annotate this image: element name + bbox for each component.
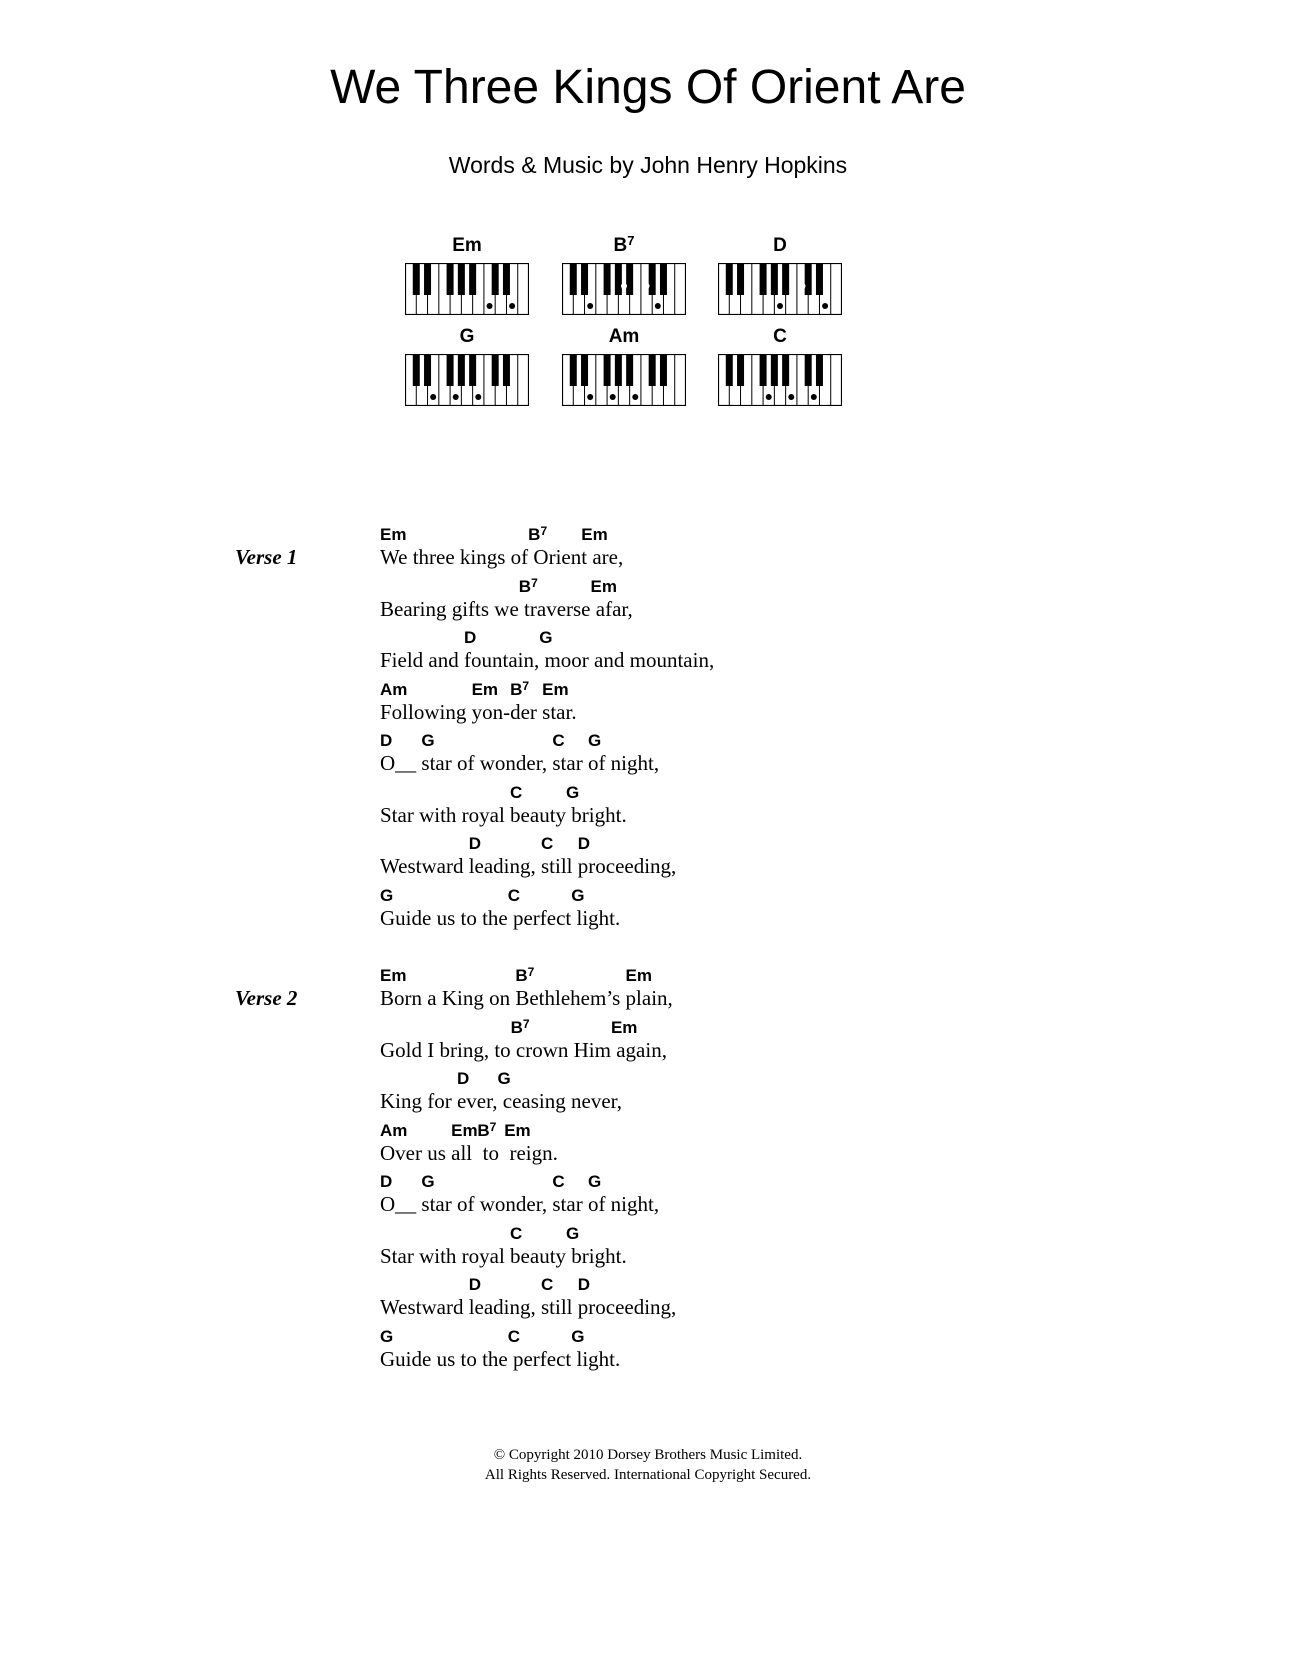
key-dot [487, 303, 493, 309]
chord-root: C [541, 834, 554, 853]
chord-root: B [515, 966, 528, 985]
key-dot [587, 394, 593, 400]
lyric-line: Born a King on Bethlehem’s plain, [380, 986, 673, 1010]
chord-symbol [477, 1121, 496, 1141]
chord-root: D [577, 1275, 591, 1294]
chord-symbol [541, 834, 553, 854]
key-dot [644, 283, 650, 289]
chord-symbol [542, 680, 568, 700]
song-title: We Three Kings Of Orient Are [330, 61, 966, 114]
verse-label: Verse 2 [235, 986, 298, 1010]
lyric-line: Gold I bring, to crown Him again, [380, 1037, 667, 1062]
chord-root: G [421, 1172, 435, 1191]
key-dot [800, 283, 806, 289]
lyric-line: Westward leading, still proceeding, [380, 854, 677, 878]
chord-root: Em [590, 576, 617, 596]
key-dot [453, 394, 459, 400]
chord-symbol [611, 1018, 637, 1038]
chord-root: D [468, 1275, 481, 1294]
chord-root: B [477, 1120, 490, 1140]
chord-root: C [773, 326, 787, 347]
chord-root: B [518, 576, 532, 596]
lyric-line: King for ever, ceasing never, [380, 1089, 623, 1113]
chord-symbol [519, 577, 538, 597]
chord-diagram-name [718, 235, 842, 257]
chord-root: G [587, 1172, 602, 1191]
chord-root: G [571, 1326, 585, 1346]
chord-symbol [510, 1224, 522, 1244]
key-dot [766, 394, 772, 400]
chord-root: G [459, 326, 475, 347]
chord-symbol [504, 1121, 530, 1141]
key-dot [777, 303, 783, 309]
chord-symbol [578, 834, 590, 854]
chord-root: Am [608, 326, 640, 347]
key-dot [509, 303, 515, 309]
chord-root: D [468, 834, 481, 853]
chord-symbol [498, 1069, 511, 1089]
chord-symbol [380, 731, 392, 751]
key-dot [610, 394, 616, 400]
chord-root: C [507, 1326, 520, 1346]
chord-symbol [581, 525, 607, 545]
copyright-line-1: © Copyright 2010 Dorsey Brothers Music Limited. [493, 1447, 803, 1463]
chord-symbol [380, 525, 406, 545]
chord-extension: 7 [531, 575, 538, 590]
chord-extension: 7 [522, 678, 530, 693]
chord-root: B [528, 525, 541, 544]
key-dot [475, 394, 481, 400]
chord-diagram [718, 326, 842, 406]
chord-symbol [552, 1172, 564, 1192]
song-credit: Words & Music by John Henry Hopkins [448, 152, 848, 178]
piano-keyboard-icon [718, 354, 842, 406]
key-dot [655, 303, 661, 309]
chord-root: B [613, 235, 628, 256]
chord-symbol [380, 966, 406, 986]
lyric-line: O__ star of wonder, star of night, [380, 751, 660, 775]
chord-diagram [562, 326, 686, 406]
chord-diagram [405, 235, 529, 315]
chord-extension: 7 [540, 524, 548, 538]
chord-root: C [510, 782, 523, 802]
chord-diagram-name [718, 326, 842, 348]
chord-symbol [510, 783, 522, 803]
chord-root: Em [542, 679, 569, 699]
chord-symbol [421, 731, 434, 751]
key-dot [811, 394, 817, 400]
chord-symbol [380, 1172, 392, 1192]
piano-keyboard-icon [405, 354, 529, 406]
chord-symbol [552, 731, 564, 751]
lyric-line: Over us all to reign. [380, 1140, 558, 1165]
chord-symbol [539, 628, 552, 648]
piano-keyboard-icon [562, 354, 686, 406]
chord-symbol [541, 1275, 553, 1295]
chord-diagram-name [562, 235, 686, 257]
lyric-line: Star with royal beauty bright. [380, 1243, 627, 1268]
chord-diagram [562, 235, 686, 315]
chord-root: C [510, 1223, 523, 1243]
chord-root: D [463, 628, 477, 647]
chord-root: Em [625, 966, 653, 985]
lyric-line: Star with royal beauty bright. [380, 802, 627, 827]
chord-root: Em [451, 1120, 478, 1140]
chord-symbol [571, 886, 584, 906]
chord-root: Em [380, 525, 407, 544]
copyright-line-2: All Rights Reserved. International Copyright Secured. [484, 1467, 812, 1483]
lyric-line: O__ star of wonder, star of night, [380, 1192, 660, 1216]
key-dot [788, 394, 794, 400]
chord-root: D [380, 731, 393, 750]
chord-symbol [588, 1172, 601, 1192]
chord-symbol [421, 1172, 434, 1192]
chord-symbol [571, 1327, 584, 1347]
chord-diagram-name [405, 326, 529, 348]
verse-label: Verse 1 [235, 545, 298, 569]
chord-symbol [515, 966, 534, 986]
chord-root: G [566, 782, 580, 802]
chord-symbol [469, 834, 481, 854]
chord-symbol [511, 1018, 530, 1038]
chord-symbol [469, 1275, 481, 1295]
chord-root: D [577, 834, 591, 853]
chord-root: G [587, 731, 602, 750]
chord-root: C [552, 731, 565, 750]
chord-symbol [510, 680, 529, 700]
chord-root: Em [504, 1120, 531, 1140]
chord-root: D [456, 1069, 470, 1088]
chord-root: C [552, 1172, 565, 1191]
chord-root: C [541, 1275, 554, 1294]
chord-extension: 7 [627, 233, 635, 248]
chord-root: D [380, 1172, 393, 1191]
chord-root: G [497, 1069, 511, 1088]
key-dot [632, 394, 638, 400]
chord-symbol [591, 577, 617, 597]
chord-root: Em [610, 1017, 638, 1037]
key-dot [587, 303, 593, 309]
chord-symbol [380, 886, 393, 906]
chord-symbol [588, 731, 601, 751]
chord-diagram-name [562, 326, 686, 348]
chord-symbol [508, 886, 520, 906]
chord-symbol [472, 680, 498, 700]
chord-symbol [464, 628, 476, 648]
lyric-line: Guide us to the perfect light. [380, 905, 621, 930]
chord-root: Am [380, 679, 408, 699]
chord-root: Em [581, 525, 608, 544]
chord-root: G [566, 1223, 580, 1243]
key-dot [822, 303, 828, 309]
chord-symbol [566, 783, 579, 803]
chord-diagram [718, 235, 842, 315]
piano-keyboard-icon [718, 263, 842, 315]
key-dot [621, 283, 627, 289]
key-dot [430, 394, 436, 400]
chord-symbol [566, 1224, 579, 1244]
chord-symbol [380, 1121, 407, 1141]
chord-symbol [457, 1069, 469, 1089]
chord-symbol [528, 525, 547, 545]
lyric-line: Following yon-der star. [380, 699, 577, 724]
chord-symbol [578, 1275, 590, 1295]
chord-root: D [773, 235, 787, 256]
lyric-line: We three kings of Orient are, [380, 545, 624, 569]
chord-root: Em [452, 235, 482, 256]
lyric-line: Bearing gifts we traverse afar, [380, 596, 633, 621]
chord-root: Am [380, 1120, 408, 1140]
chord-root: C [507, 885, 520, 905]
chord-diagram-name [405, 235, 529, 257]
chord-root: G [380, 885, 394, 905]
chord-root: G [571, 885, 585, 905]
chord-symbol [508, 1327, 520, 1347]
chord-root: G [539, 628, 553, 647]
chord-diagram [405, 326, 529, 406]
chord-symbol [451, 1121, 477, 1141]
chord-symbol [626, 966, 652, 986]
piano-keyboard-icon [562, 263, 686, 315]
lyric-line: Guide us to the perfect light. [380, 1346, 621, 1371]
chord-extension: 7 [489, 1119, 497, 1134]
chord-extension: 7 [527, 965, 535, 979]
chord-root: Em [380, 966, 407, 985]
chord-extension: 7 [522, 1016, 530, 1031]
chord-root: G [421, 731, 435, 750]
piano-keyboard-icon [405, 263, 529, 315]
chord-root: B [510, 1017, 523, 1037]
chord-symbol [380, 1327, 393, 1347]
chord-symbol [380, 680, 407, 700]
chord-root: B [510, 679, 523, 699]
lyric-line: Westward leading, still proceeding, [380, 1295, 677, 1319]
chord-root: G [380, 1326, 394, 1346]
lyric-line: Field and fountain, moor and mountain, [380, 648, 715, 672]
chord-root: Em [471, 679, 499, 699]
